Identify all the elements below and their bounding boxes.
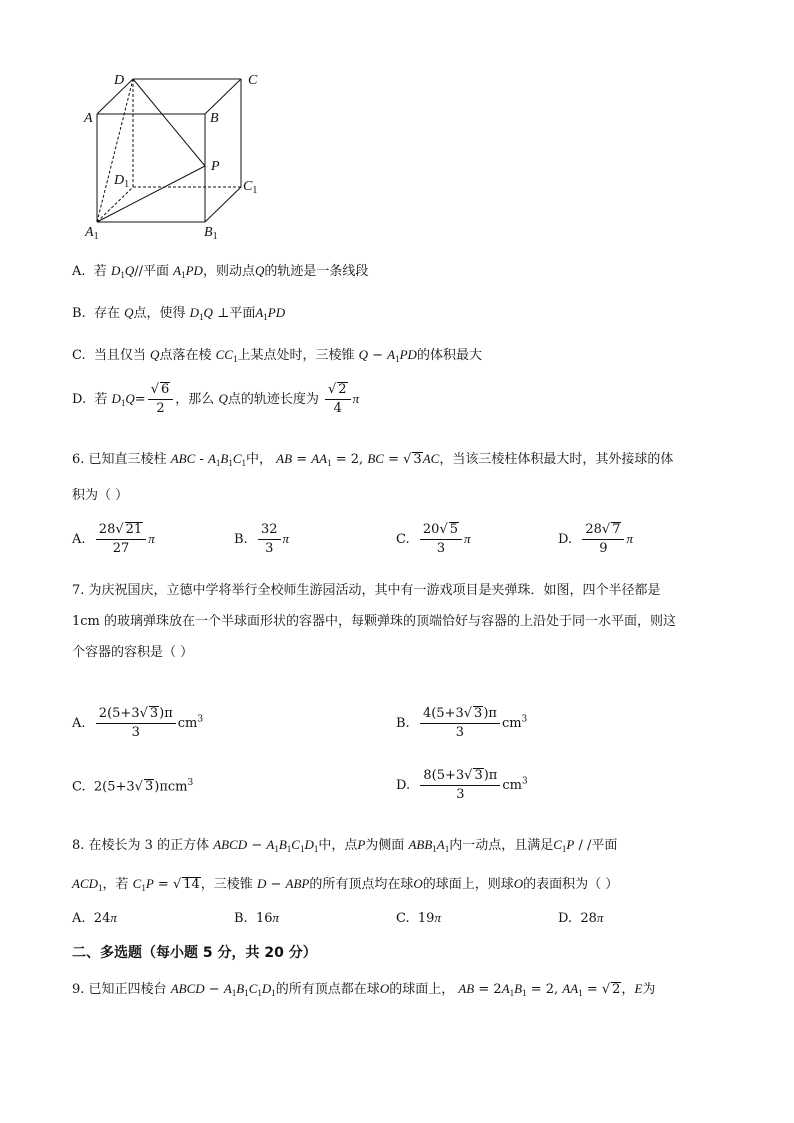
q6-option-b: B. $\frac{32}{3}$ π — [234, 522, 290, 556]
q6-option-d: D. $\frac{28√ 7}{9}$ π — [558, 522, 633, 556]
q8-option-c: C. 19π — [396, 910, 441, 926]
vertex-C1: $C_1$ — [243, 179, 258, 196]
q8-stem-line1: 8. 在棱长为 3 的正方体 ABCD − $A_1B_1C_1D_1$中，点P为侧面 $ABB_1A_1$内一动点，且满足$C_1P$ / /平面 — [72, 837, 618, 854]
q8-option-d: D. 28π — [558, 910, 604, 926]
vertex-D1: $D_1$ — [114, 173, 130, 190]
q8-stem-line2: $ACD_1$，若 $C_1P$ = √ 14，三棱锥 D − ABP的所有顶点均在球O的球面上，则球O的表面积为（ ） — [72, 876, 619, 893]
q5-option-a: A. 若 $D_1Q//$平面 $A_1PD$，则动点Q的轨迹是一条线段 — [72, 263, 369, 280]
q7-stem-line1: 7. 为庆祝国庆，立德中学将举行全校师生游园活动，其中有一游戏项目是夹弹珠．如图，四个半径都是 — [72, 583, 661, 598]
q6-stem-line1: 6. 已知直三棱柱 ABC - $A_1B_1C_1$中， AB = $AA_1 = 2$, BC = √ 3AC，当该三棱柱体积最大时，其外接球的体 — [72, 451, 674, 468]
vertex-C: C — [248, 73, 258, 88]
q7-option-a: A. $\frac{2(5+3√ 3)\pi}{3}$ $cm^3$ — [72, 706, 204, 740]
q5-option-d: D. 若 $D_1Q=$ $\frac{√ 6}{2}$ ，那么 Q点的轨迹长度为 $\frac{√ 2}{4}$ π — [72, 382, 360, 416]
vertex-A1: $A_1$ — [85, 225, 99, 242]
q7-option-d: D. $\frac{8(5+3√ 3)\pi}{3}$ $cm^3$ — [396, 768, 528, 802]
q7-option-c: C. 2(5+3√ 3)πcm$^3$ — [72, 778, 194, 795]
q8-option-a: A. 24π — [72, 910, 117, 926]
q7-stem-line2: 1cm 的玻璃弹珠放在一个半球面形状的容器中，每颗弹珠的顶端恰好与容器的上沿处于同一水平面，则这 — [72, 614, 677, 629]
q6-option-a: A. $\frac{28√ 21}{27}$ π — [72, 522, 155, 556]
vertex-P: P — [211, 159, 220, 174]
q5-option-c: C. 当且仅当 Q点落在棱 $CC_1$上某点处时，三棱锥 $Q - A_1PD$的体积最大 — [72, 347, 482, 364]
q7-stem-line3: 个容器的容积是（ ） — [72, 645, 194, 660]
q6-stem-line2: 积为（ ） — [72, 488, 129, 503]
vertex-B: B — [210, 111, 219, 126]
q5-option-b: B. 存在 Q点，使得 $D_1Q$ ⊥平面$A_1PD$ — [72, 305, 286, 322]
vertex-B1: $B_1$ — [204, 225, 218, 242]
q8-option-b: B. 16π — [234, 910, 280, 926]
q7-option-b: B. $\frac{4(5+3√ 3)\pi}{3}$ $cm^3$ — [396, 706, 528, 740]
q9-stem-line1: 9. 已知正四棱台 ABCD − $A_1B_1C_1D_1$的所有顶点都在球O的球面上， AB = $2A_1B_1 = 2$, $AA_1$ = √ 2，E为 — [72, 981, 656, 998]
vertex-A: A — [84, 111, 93, 126]
section-title-multiple-choice: 二、多选题（每小题 5 分，共 20 分） — [72, 945, 317, 961]
vertex-D: D — [114, 73, 125, 88]
q6-option-c: C. $\frac{20√ 5}{3}$ π — [396, 522, 471, 556]
